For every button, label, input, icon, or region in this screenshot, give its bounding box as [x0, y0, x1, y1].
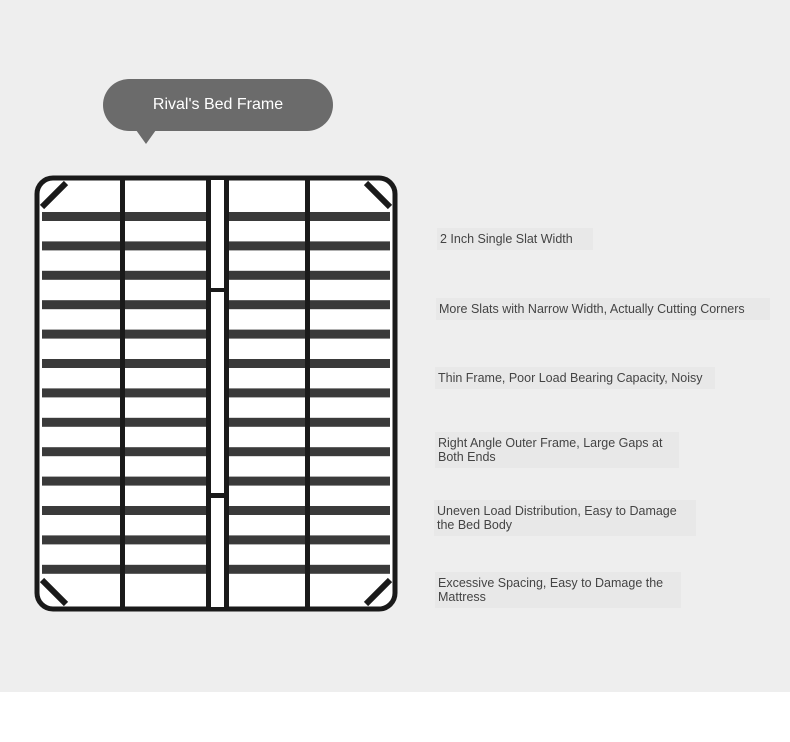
support-rail-left — [120, 180, 125, 607]
bed-frame-image — [34, 175, 398, 613]
callout-label: Rival's Bed Frame — [152, 96, 284, 113]
feature-excessive-spacing: Excessive Spacing, Easy to Damage the Mattress — [435, 572, 681, 608]
feature-right-angle-frame: Right Angle Outer Frame, Large Gaps at Both Ends — [435, 432, 679, 468]
feature-uneven-load: Uneven Load Distribution, Easy to Damage the Bed Body — [434, 500, 696, 536]
support-rail-right — [305, 180, 310, 607]
feature-more-slats: More Slats with Narrow Width, Actually Cutting Corners — [436, 298, 770, 320]
center-clip-bottom — [210, 493, 225, 498]
center-spine-right — [224, 180, 229, 607]
feature-slat-width: 2 Inch Single Slat Width — [437, 228, 593, 250]
center-channel — [211, 180, 224, 607]
center-clip-top — [210, 288, 225, 292]
callout-tail — [136, 130, 156, 144]
center-spine-left — [206, 180, 211, 607]
callout-bubble — [103, 79, 333, 131]
feature-thin-frame: Thin Frame, Poor Load Bearing Capacity, Noisy — [435, 367, 715, 389]
